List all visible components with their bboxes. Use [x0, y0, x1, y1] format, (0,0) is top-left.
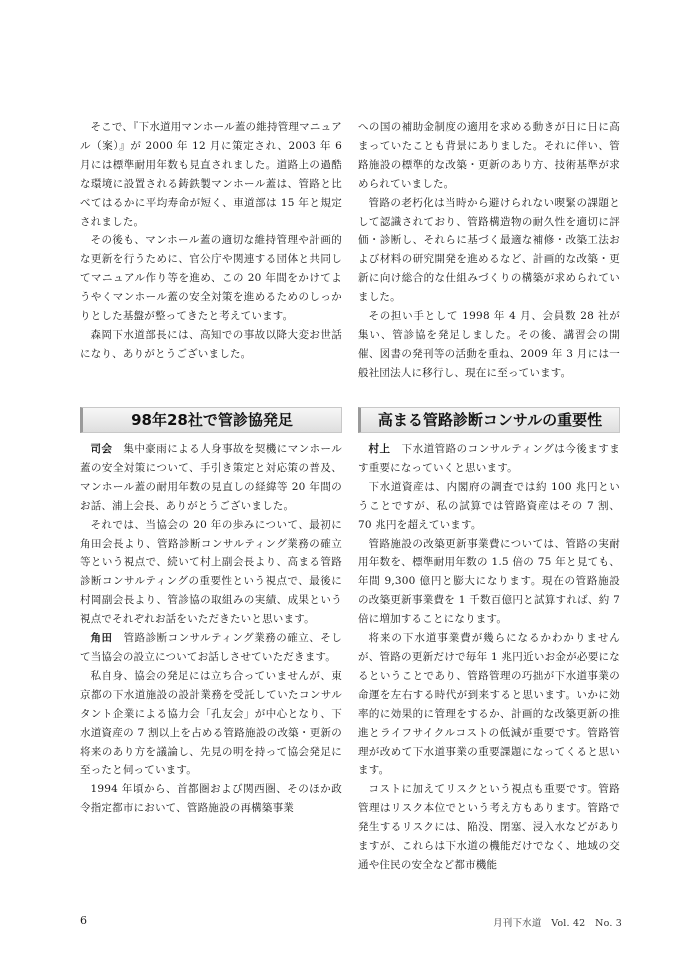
paragraph	[358, 629, 620, 780]
paragraph-text: 下水道管路のコンサルティングは今後ますます重要になっていくと思います。	[358, 443, 621, 474]
paragraph: その担い手として 1998 年 4 月、会員数 28 社が集い、管診協を発足しました。その後、講習会の開催、図書の発刊等の活動を重ね、2009 年 3 月には一般社団法人に移行し、現在に至っています。	[358, 310, 620, 379]
paragraph: 管路の老朽化は当時から避けられない喫緊の課題として認識されており、管路構造物の耐久性を適切に評価・診断し、それらに基づく最適な補修・改築工法および材料の研究開発を進めるなど、計画的な改築・更新に向け総合的な仕組みづくりの構築が求められていました。	[358, 196, 620, 304]
section-heading-left: 98年28社で管診協発足	[80, 407, 342, 433]
left-column-lower	[80, 440, 342, 818]
paragraph	[80, 629, 342, 667]
paragraph	[358, 440, 620, 478]
paragraph-text: 将来の下水道事業費が幾らになるかわかりませんが、管路の更新だけで毎年 1 兆円近いお金が必要になるということであり、管路管理の巧拙が下水道事業の命運を左右する時代が到来すると思います。いかに効率的に効果的に管理をするか、計画的な改築更新の推進とライフサイクルコストの低減が重要です。管路管理が改めて下水道事業の重要課題になってくると思います。	[358, 632, 620, 777]
paragraph	[80, 440, 342, 516]
paragraph: その後も、マンホール蓋の適切な維持管理や計画的な更新を行うために、官公庁や関連する団体と共同してマニュアル作り等を進め、この 20 年間をかけてようやくマンホール蓋の安全対策を進めるためのしっかりとした基盤が整ってきたと考えています。	[80, 234, 342, 323]
paragraph: そこで、『下水道用マンホール蓋の維持管理マニュアル（案）』が 2000 年 12 月に策定され、2003 年 6 月には標準耐用年数も見直されました。道路上の過酷な環境に設置される鋳鉄製マンホール蓋は、管路と比べてはるかに平均寿命が短く、車道部は 15 年と規定されました。	[80, 121, 342, 228]
section-heading-right: 高まる管路診断コンサルの重要性	[358, 407, 620, 433]
right-column-upper	[358, 118, 620, 383]
paragraph	[80, 780, 342, 818]
paragraph-text: 私自身、協会の発足には立ち合っていませんが、東京都の下水道施設の設計業務を受託していたコンサルタント企業による協力会「孔友会」が中心となり、下水道資産の 7 割以上を占める管路施設の改築・更新の将来のあり方を議論し、先見の明を持って協会発足に至ったと伺っています。	[80, 669, 342, 777]
paragraph	[358, 780, 620, 875]
page-number: 6	[80, 914, 87, 927]
paragraph	[80, 667, 342, 780]
paragraph: への国の補助金制度の適用を求める動きが日に日に高まっていたことも背景にありました。それに伴い、管路施設の標準的な改築・更新のあり方、技術基準が求められていました。	[358, 121, 620, 190]
paragraph-text: 1994 年頃から、首都圏および関西圏、そのほか政令指定都市において、管路施設の再構築事業	[80, 783, 342, 815]
paragraph-text: 下水道資産は、内閣府の調査では約 100 兆円ということですが、私の試算では管路資産はその 7 割、70 兆円を超えています。	[358, 480, 620, 531]
paragraph	[358, 478, 620, 535]
paragraph-text: コストに加えてリスクという視点も重要です。管路管理はリスク本位でという考え方もあります。管路で発生するリスクには、陥没、閉塞、浸入水などがありますが、これらは下水道の機能だけでなく、地域の交通や住民の安全など都市機能	[358, 783, 620, 871]
paragraph-text: 管路診断コンサルティング業務の確立、そして当協会の設立についてお話しさせていただきます。	[80, 632, 343, 663]
speaker-label: 司会	[90, 443, 113, 455]
running-footer: 月刊下水道 Vol. 42 No. 3	[493, 918, 622, 929]
paragraph-text: 集中豪雨による人身事故を契機にマンホール蓋の安全対策について、手引き策定と対応策の普及、マンホール蓋の耐用年数の見直しの経緯等 20 年間のお話、浦上会長、ありがとうございました。	[80, 443, 343, 512]
left-column-upper	[80, 118, 342, 364]
paragraph	[80, 516, 342, 629]
paragraph-text: 管路施設の改築更新事業費については、管路の実耐用年数を、標準耐用年数の 1.5 倍の 75 年と見ても、年間 9,300 億円と膨大になります。現在の管路施設の改築更新事業費を 1 千数百億円と試算すれば、約 7 倍に増加することになります。	[358, 537, 620, 626]
paragraph: 森岡下水道部長には、高知での事故以降大変お世話になり、ありがとうございました。	[80, 328, 342, 360]
speaker-label: 村上	[368, 443, 391, 455]
right-column-lower	[358, 440, 620, 875]
paragraph	[358, 535, 620, 630]
paragraph-text: それでは、当協会の 20 年の歩みについて、最初に角田会長より、管路診断コンサルティング業務の確立等という視点で、続いて村上副会長より、高まる管路診断コンサルティングの重要性という視点で、最後に村岡副会長より、管診協の取組みの実績、成果という視点でそれぞれお話をいただきたいと思います。	[80, 518, 342, 626]
speaker-label: 角田	[90, 632, 113, 645]
